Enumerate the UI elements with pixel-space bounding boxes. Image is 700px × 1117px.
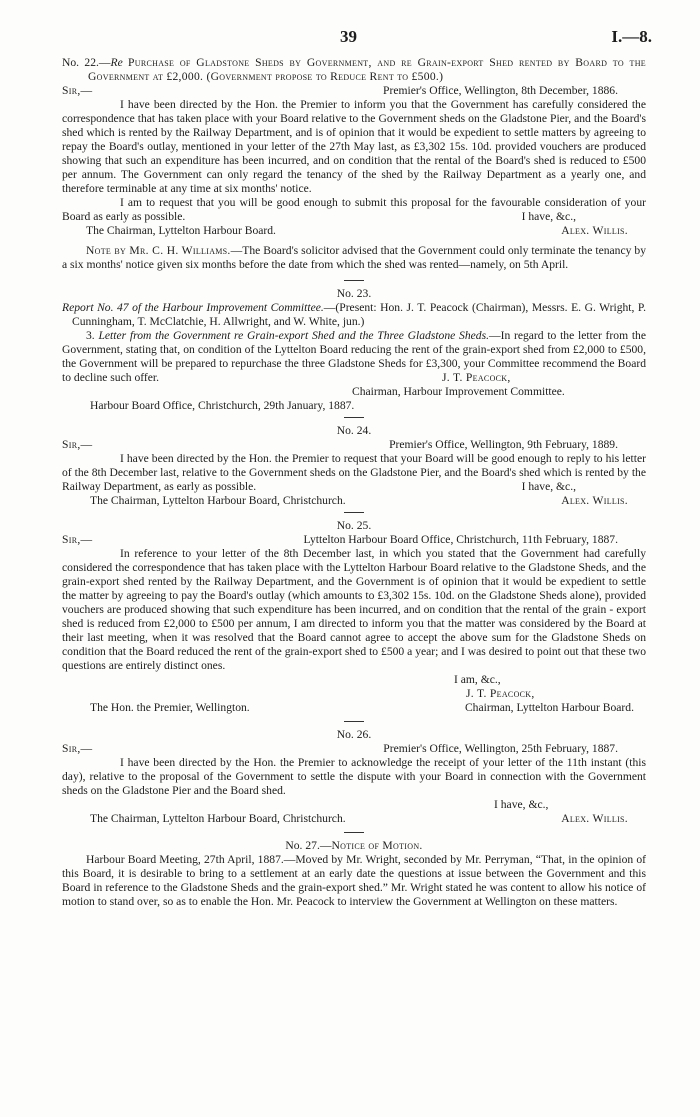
- document-page: [62, 27, 652, 909]
- divider: [344, 417, 364, 418]
- signature: Alex. Willis.: [561, 224, 628, 237]
- signer-title: Chairman, Lyttelton Harbour Board.: [464, 701, 634, 714]
- closing: I am, &c.,: [454, 673, 501, 686]
- salutation: Sir,—: [62, 438, 93, 451]
- dateline: Premier's Office, Wellington, 25th February, 1887.: [383, 742, 618, 755]
- letter-25-body: In reference to your letter of the 8th December last, in which you stated that the Government had carefully considered the correspondence that has taken place with the Lyttelton Harbour Board relative to the Gladstone Sheds, and the grain-export shed rented by the Railway Department, and the Government is of opinion that it would be expedient to settle the matter by agreeing to pay the Board's outlay (which amounts to £3,302 15s. 10d. on the Gladstone Sheds alone), provided vouchers are produced showing that such expenditure has been incurred, and on condition that the rental of the grain - export shed is reduced from £2,000 to £500 per annum, I am directed to inform you that the matter was considered by the Board at their last meeting, when it was resolved that the Board cannot agree to accept the above sum for the Gladstone Sheds on condition that the Board reduced the rent of the grain-export shed to £500 a year; and I was desired to point out that these two questions are entirely distinct ones.: [62, 547, 646, 672]
- divider: [344, 721, 364, 722]
- page-header: [62, 27, 652, 56]
- signer: J. T. Peacock,: [466, 687, 535, 700]
- letter-22-title: Purchase of Gladstone Sheds by Government, and re Grain-export Shed rented by Board to the Government at £2,000. (Government propose to Reduce Rent to £500.): [88, 56, 646, 83]
- letter-no-25: [62, 519, 646, 715]
- addressee: The Hon. the Premier, Wellington.: [90, 701, 250, 714]
- letter-24-body: I have been directed by the Hon. the Premier to request that your Board will be good enough to reply to his letter of the 8th December last, relative to the Government sheds on the Gladstone Pier, and the Board's shed which is rented by the Railway Department, as early as possible.: [62, 452, 646, 493]
- letter-26-body: I have been directed by the Hon. the Premier to acknowledge the receipt of your letter of the 11th instant (this day), relative to the proposal of the Government to settle the dispute with your Board in connection with the Government sheds on the Gladstone Pier and the Board shed.: [62, 756, 646, 797]
- dateline: Premier's Office, Wellington, 9th February, 1889.: [389, 438, 618, 451]
- report-no-23: [62, 287, 646, 413]
- notice-no-27: [62, 839, 646, 909]
- notice-heading: No. 27.—Notice of Motion.: [285, 839, 423, 852]
- dateline: Premier's Office, Wellington, 8th December, 1886.: [383, 84, 618, 97]
- solicitor-note: Note by Mr. C. H. Williams.—The Board's solicitor advised that the Government could only terminate the tenancy by a six months' notice given six months before the date from which the shed was rented—namely, on 5th April.: [62, 244, 646, 271]
- paper-reference: I.—8.: [611, 27, 652, 46]
- section-number: No. 25.: [336, 519, 372, 532]
- page-number: 39: [340, 27, 357, 46]
- signer-title: Chairman, Harbour Improvement Committee.: [352, 385, 565, 398]
- letter-22-heading: No. 22.—Re Purchase of Gladstone Sheds by Government, and re Grain-export Shed rented by Board to the Government at £2,000. (Government propose to Reduce Rent to £500.): [62, 56, 646, 83]
- notice-body: Harbour Board Meeting, 27th April, 1887.—Moved by Mr. Wright, seconded by Mr. Perryman, “That, in the opinion of this Board, it is desirable to bring to a settlement at an early date the questions at issue between the Government and this Board in reference to the Gladstone Sheds and the grain-export shed.” Mr. Wright stated he was content to allow his notice of motion to stand over, so as to enable the Hon. Mr. Peacock to interview the Government at Wellington on these matters.: [62, 853, 646, 908]
- letter-22-salutation-line: [62, 84, 646, 98]
- salutation: Sir,—: [62, 84, 93, 97]
- section-number: No. 26.: [336, 728, 372, 741]
- addressee: The Chairman, Lyttelton Harbour Board, Christchurch.: [90, 812, 346, 825]
- salutation: Sir,—: [62, 533, 93, 546]
- addressee: The Chairman, Lyttelton Harbour Board, Christchurch.: [90, 494, 346, 507]
- signer: J. T. Peacock,: [442, 371, 511, 384]
- divider: [344, 832, 364, 833]
- divider: [344, 280, 364, 281]
- place-date: Harbour Board Office, Christchurch, 29th January, 1887.: [90, 399, 355, 412]
- divider: [344, 512, 364, 513]
- letter-no-24: [62, 424, 646, 508]
- dateline: Lyttelton Harbour Board Office, Christchurch, 11th February, 1887.: [303, 533, 618, 546]
- report-item: 3. Letter from the Government re Grain-export Shed and the Three Gladstone Sheds.—In regard to the letter from the Government, stating that, on condition of the Lyttelton Board reducing the rent of the grain-export shed from £2,000 to £500, the Government will be prepared to repurchase the three Gladstone Sheds for £3,300, your Committee recommend the Board to decline such offer.: [62, 329, 646, 384]
- letter-22-body: I have been directed by the Hon. the Premier to inform you that the Government has carefully considered the correspondence that has taken place with your Board relative to the Government sheds on the Gladstone Pier, and the Board's shed which is rented by the Railway Department, and is of opinion that it would be expedient to settle matters by agreeing to repay the Board's outlay, mentioned in your letter of the 27th May last, as £3,302 15s. 10d. provided vouchers are produced showing that such an expenditure has been incurred, and on condition that the rental of the Board's shed is reduced to £500 per annum. The Government can only regard the tenancy of the shed by the Railway Department as a yearly one, and therefore terminable at any time at six months' notice.: [62, 98, 646, 195]
- report-heading: Report No. 47 of the Harbour Improvement Committee.—(Present: Hon. J. T. Peacock (Chairman), Messrs. E. G. Wright, P. Cunningham, T. McClatchie, H. Allwright, and W. White, jun.): [62, 301, 646, 328]
- closing: I have, &c.,: [494, 798, 549, 811]
- closing: I have, &c.,: [521, 480, 576, 493]
- salutation: Sir,—: [62, 742, 93, 755]
- letter-no-22: [62, 56, 646, 272]
- signature: Alex. Willis.: [561, 494, 628, 507]
- signature: Alex. Willis.: [561, 812, 628, 825]
- section-number: No. 24.: [336, 424, 372, 437]
- letter-22-request: I am to request that you will be good enough to submit this proposal for the favourable consideration of your Board as early as possible.: [62, 196, 646, 223]
- addressee: The Chairman, Lyttelton Harbour Board.: [86, 224, 276, 237]
- letter-no-26: [62, 728, 646, 826]
- closing: I have, &c.,: [521, 210, 576, 223]
- section-number: No. 23.: [336, 287, 372, 300]
